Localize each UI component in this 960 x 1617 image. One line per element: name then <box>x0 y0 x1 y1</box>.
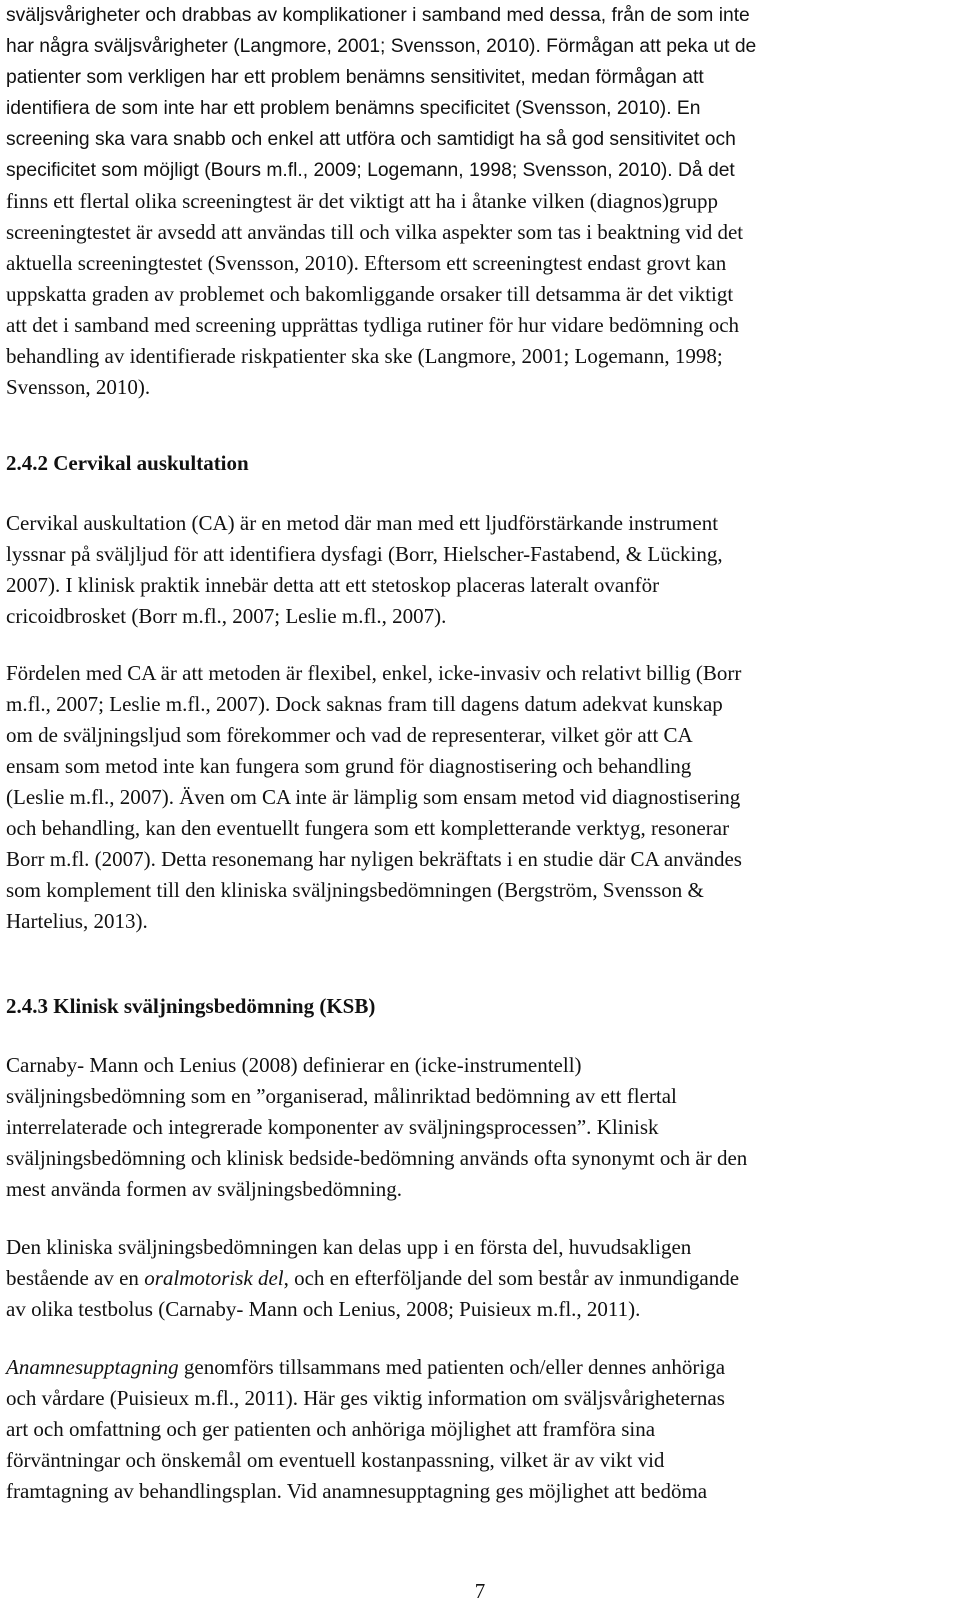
paragraph-ksb-definition <box>6 1050 747 1205</box>
paragraph-ca-advantages <box>6 658 742 937</box>
text-line: och vårdare (Puisieux m.fl., 2011). Här ges viktig information om sväljsvårigheternas <box>6 1386 725 1410</box>
paragraph-ca-definition <box>6 508 723 632</box>
text-line: förväntningar och önskemål om eventuell kostanpassning, vilket är av vikt vid <box>6 1448 665 1472</box>
text-line: sväljsvårigheter och drabbas av komplikationer i samband med dessa, från de som inte <box>6 5 750 26</box>
text-line: att det i samband med screening upprättas tydliga rutiner för hur vidare bedömning och <box>6 313 740 337</box>
emphasis-anamnesupptagning: Anamnesupptagning <box>6 1355 179 1379</box>
text-line: Fördelen med CA är att metoden är flexibel, enkel, icke-invasiv och relativt billig (Borr <box>6 661 742 685</box>
text-run: bestående av en <box>6 1266 145 1290</box>
text-line: (Leslie m.fl., 2007). Även om CA inte är lämplig som ensam metod vid diagnostisering <box>6 785 741 809</box>
text-run: , och en efterföljande del som består av inmundigande <box>283 1266 740 1290</box>
text-line: Svensson, 2010). <box>6 375 151 399</box>
text-line: ensam som metod inte kan fungera som grund för diagnostisering och behandling <box>6 754 692 778</box>
page-number: 7 <box>474 1579 486 1603</box>
section-heading: 2.4.2 Cervikal auskultation <box>6 451 249 475</box>
text-line: sväljningsbedömning som en ”organiserad, målinriktad bedömning av ett flertal <box>6 1084 677 1108</box>
text-line: cricoidbrosket (Borr m.fl., 2007; Leslie m.fl., 2007). <box>6 604 447 628</box>
text-line: specificitet som möjligt (Bours m.fl., 2009; Logemann, 1998; Svensson, 2010). Då det <box>6 160 735 181</box>
text-line: sväljningsbedömning och klinisk bedside-bedömning används ofta synonymt och är den <box>6 1146 748 1170</box>
paragraph-anamnes <box>6 1352 725 1507</box>
text-line: om de sväljningsljud som förekommer och vad de representerar, vilket gör att CA <box>6 723 693 747</box>
text-line: aktuella screeningtestet (Svensson, 2010). Eftersom ett screeningtest endast grovt kan <box>6 251 727 275</box>
text-line: behandling av identifierade riskpatienter ska ske (Langmore, 2001; Logemann, 1998; <box>6 344 723 368</box>
emphasis-oralmotorisk: oralmotorisk del <box>144 1266 284 1290</box>
text-line: Den kliniska sväljningsbedömningen kan delas upp i en första del, huvudsakligen <box>6 1235 692 1259</box>
text-line: som komplement till den kliniska sväljningsbedömningen (Bergström, Svensson & <box>6 878 704 902</box>
section-heading: 2.4.3 Klinisk sväljningsbedömning (KSB) <box>6 994 376 1018</box>
text-line: identifiera de som inte har ett problem benämns specificitet (Svensson, 2010). En <box>6 98 701 119</box>
paragraph-screening <box>6 0 756 403</box>
text-line: Cervikal auskultation (CA) är en metod där man med ett ljudförstärkande instrument <box>6 511 719 535</box>
text-line <box>6 1263 739 1294</box>
text-line: art och omfattning och ger patienten och anhöriga möjlighet att framföra sina <box>6 1417 656 1441</box>
text-line: har några sväljsvårigheter (Langmore, 2001; Svensson, 2010). Förmågan att peka ut de <box>6 36 757 57</box>
text-run: genomförs tillsammans med patienten och/eller dennes anhöriga <box>178 1355 726 1379</box>
text-line: framtagning av behandlingsplan. Vid anamnesupptagning ges möjlighet att bedöma <box>6 1479 708 1503</box>
text-line: Borr m.fl. (2007). Detta resonemang har nyligen bekräftats i en studie där CA användes <box>6 847 742 871</box>
text-line: interrelaterade och integrerade komponenter av sväljningsprocessen”. Klinisk <box>6 1115 659 1139</box>
text-line: finns ett flertal olika screeningtest är det viktigt att ha i åtanke vilken (diagnos)grupp <box>6 189 719 213</box>
text-line: och behandling, kan den eventuellt fungera som ett kompletterande verktyg, resonerar <box>6 816 730 840</box>
text-line: lyssnar på sväljljud för att identifiera dysfagi (Borr, Hielscher-Fastabend, & Lücking, <box>6 542 723 566</box>
text-line: Carnaby- Mann och Lenius (2008) definierar en (icke-instrumentell) <box>6 1053 582 1077</box>
text-line <box>6 1352 725 1383</box>
text-line: Hartelius, 2013). <box>6 909 148 933</box>
paragraph-ksb-parts <box>6 1232 739 1325</box>
text-line: 2007). I klinisk praktik innebär detta att ett stetoskop placeras lateralt ovanför <box>6 573 660 597</box>
text-line: m.fl., 2007; Leslie m.fl., 2007). Dock saknas fram till dagens datum adekvat kunskap <box>6 692 723 716</box>
text-line: uppskatta graden av problemet och bakomliggande orsaker till detsamma är det viktigt <box>6 282 734 306</box>
text-line: screeningtestet är avsedd att användas till och vilka aspekter som tas i beaktning vid det <box>6 220 744 244</box>
text-line: screening ska vara snabb och enkel att utföra och samtidigt ha så god sensitivitet och <box>6 129 736 150</box>
text-line: av olika testbolus (Carnaby- Mann och Lenius, 2008; Puisieux m.fl., 2011). <box>6 1297 641 1321</box>
text-line: mest använda formen av sväljningsbedömning. <box>6 1177 402 1201</box>
text-line: patienter som verkligen har ett problem benämns sensitivitet, medan förmågan att <box>6 67 704 88</box>
